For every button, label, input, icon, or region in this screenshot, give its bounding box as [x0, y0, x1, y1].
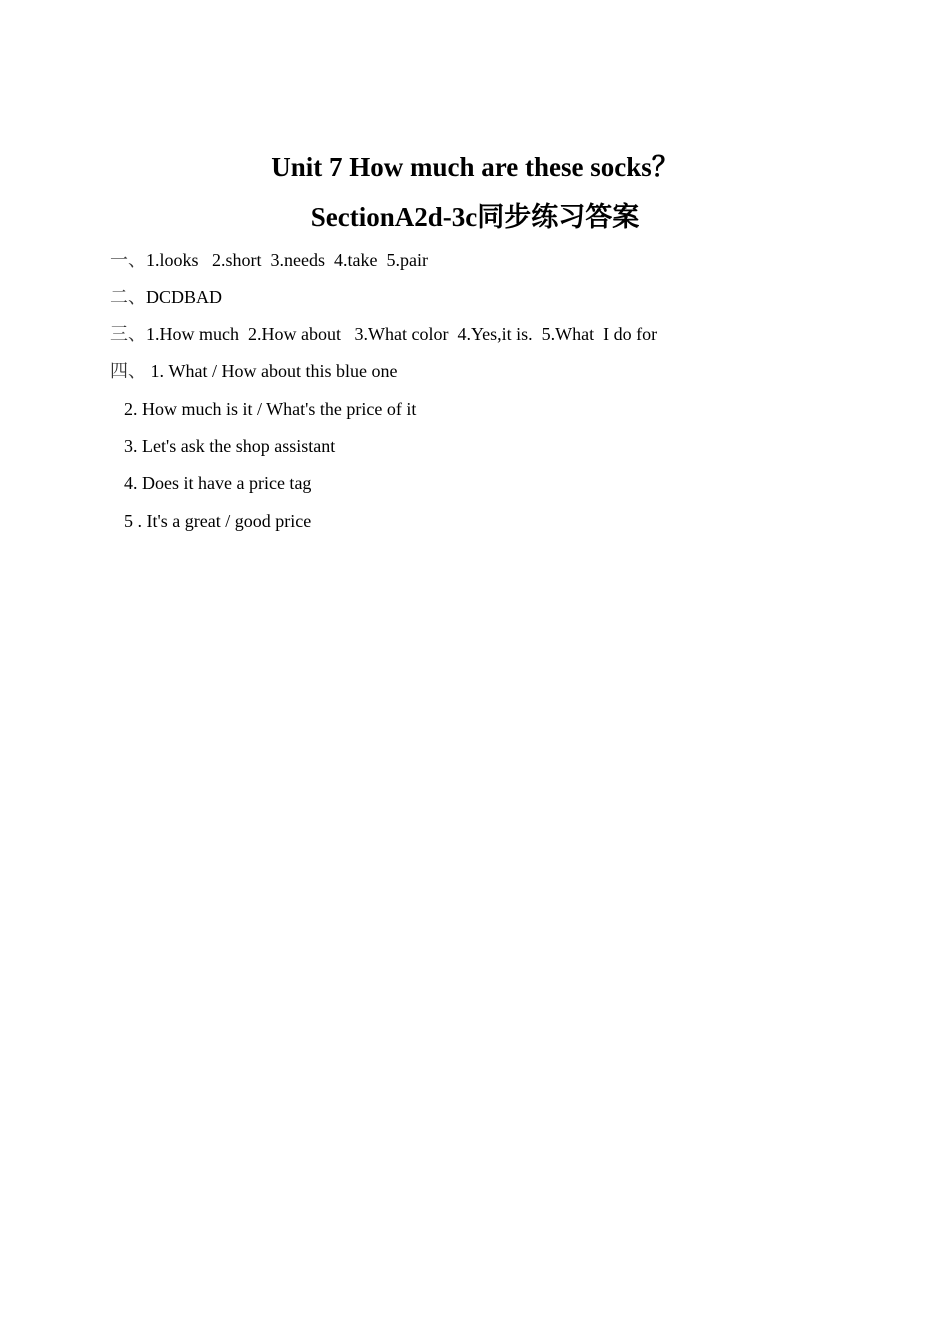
answer-section-1	[110, 248, 428, 272]
answer-section-3	[110, 322, 657, 346]
sub-answer-5: 5 . It's a great / good price	[124, 511, 312, 531]
sub-answer-2: 2. How much is it / What's the price of it	[124, 399, 417, 419]
section-marker-2: 二、	[110, 287, 146, 307]
sub-answer-3: 3. Let's ask the shop assistant	[124, 436, 336, 456]
answer-section-2	[110, 285, 222, 309]
answer-text-2: DCDBAD	[146, 287, 223, 307]
answer-section-4	[110, 359, 397, 383]
answer-text-4: 1. What / How about this blue one	[146, 361, 398, 381]
document-title: Unit 7 How much are these socks？	[271, 152, 679, 182]
section-marker-3: 三、	[110, 324, 146, 344]
sub-answer-4: 4. Does it have a price tag	[124, 473, 312, 493]
section-marker-4: 四、	[110, 361, 146, 381]
document-subtitle: SectionA2d-3c同步练习答案	[310, 202, 640, 232]
section-marker-1: 一、	[110, 250, 146, 270]
answer-text-1: 1.looks 2.short 3.needs 4.take 5.pair	[146, 250, 428, 270]
answer-text-3: 1.How much 2.How about 3.What color 4.Yes,it is. 5.What I do for	[146, 324, 658, 344]
